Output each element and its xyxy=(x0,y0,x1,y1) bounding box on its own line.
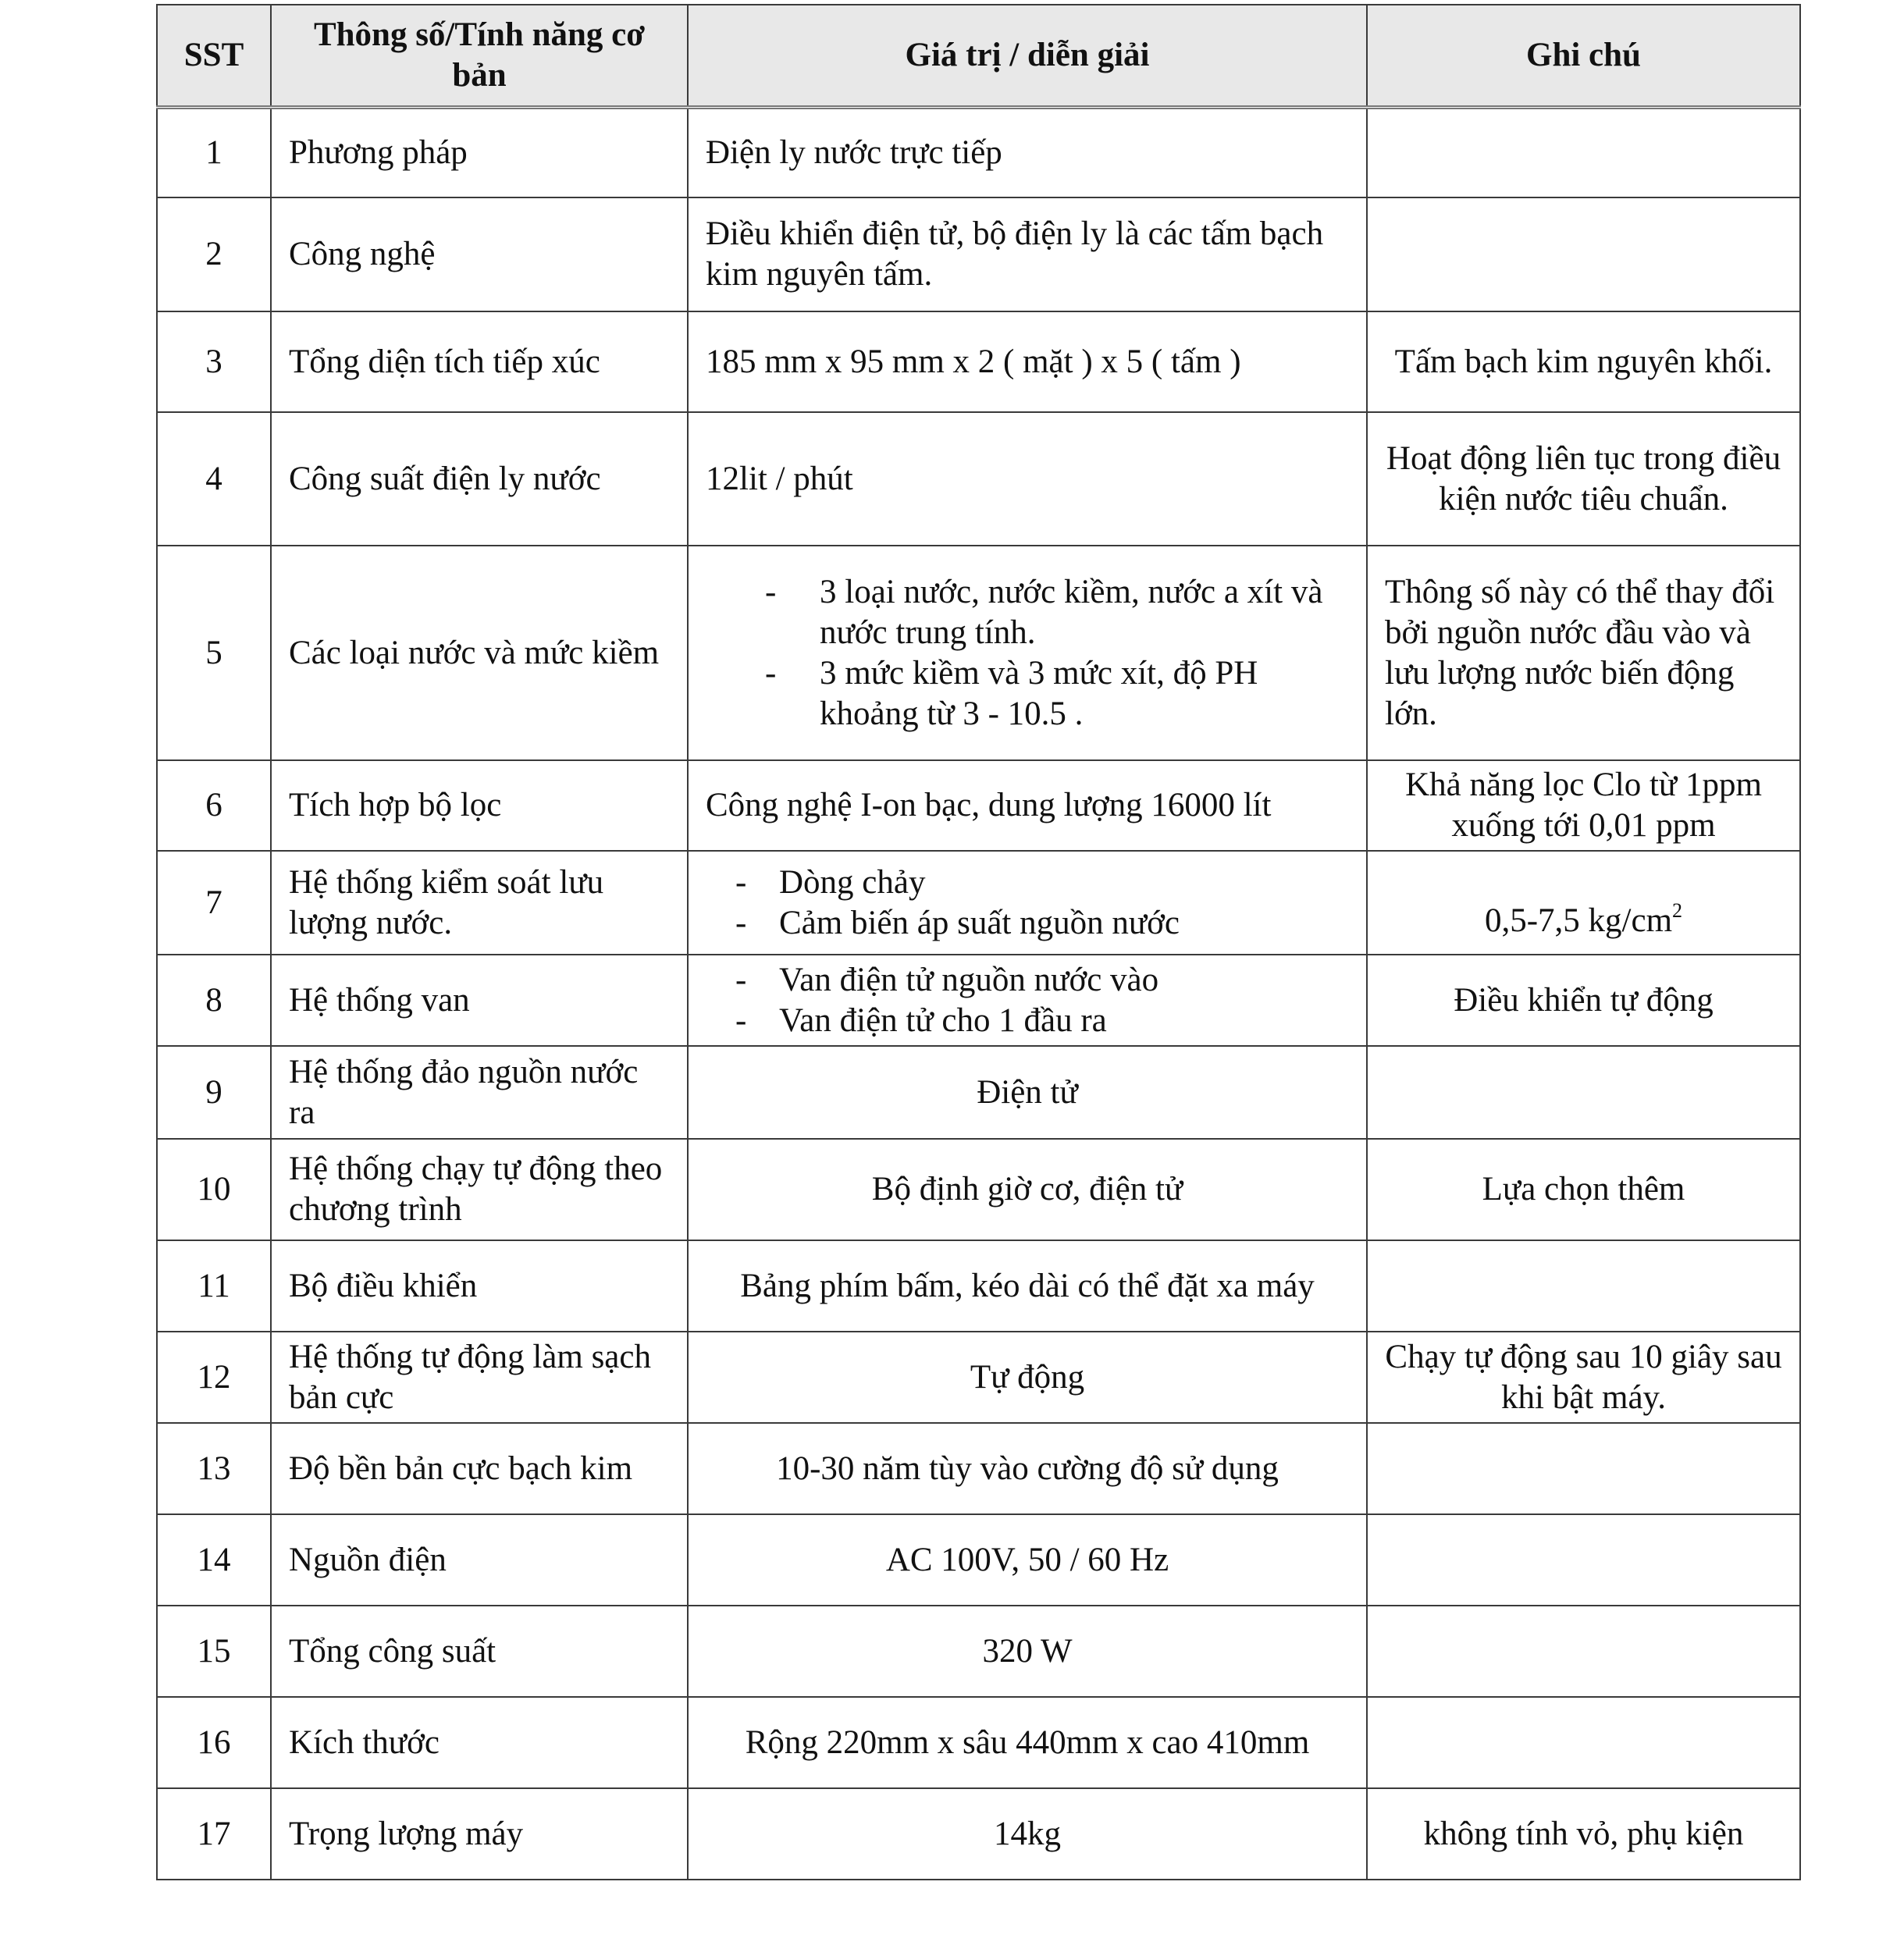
table-row xyxy=(157,1046,1800,1139)
row-value: 12lit / phút xyxy=(688,412,1367,546)
row-feature: Kích thước xyxy=(271,1697,688,1788)
row-value: Điện ly nước trực tiếp xyxy=(688,107,1367,197)
row-value xyxy=(688,546,1367,760)
table-row xyxy=(157,1332,1800,1423)
row-note: Điều khiển tự động xyxy=(1367,955,1800,1046)
row-note xyxy=(1367,107,1800,197)
row-number: 6 xyxy=(157,760,271,851)
row-feature: Hệ thống kiểm soát lưu lượng nước. xyxy=(271,851,688,955)
header-note: Ghi chú xyxy=(1367,5,1800,107)
note-text: 0,5-7,5 kg/cm xyxy=(1484,902,1673,939)
row-number: 2 xyxy=(157,197,271,311)
row-value: Điều khiển điện tử, bộ điện ly là các tấm bạch kim nguyên tấm. xyxy=(688,197,1367,311)
row-feature: Tích hợp bộ lọc xyxy=(271,760,688,851)
row-note xyxy=(1367,1606,1800,1697)
table-row xyxy=(157,311,1800,412)
table-row xyxy=(157,1139,1800,1240)
row-note: Khả năng lọc Clo từ 1ppm xuống tới 0,01 ppm xyxy=(1367,760,1800,851)
value-list xyxy=(706,572,1349,735)
row-number: 15 xyxy=(157,1606,271,1697)
row-number: 16 xyxy=(157,1697,271,1788)
row-feature: Trọng lượng máy xyxy=(271,1788,688,1880)
spec-table xyxy=(156,4,1801,1880)
row-note: Lựa chọn thêm xyxy=(1367,1139,1800,1240)
row-feature: Phương pháp xyxy=(271,107,688,197)
row-value: 320 W xyxy=(688,1606,1367,1697)
table-row xyxy=(157,851,1800,955)
row-note xyxy=(1367,1697,1800,1788)
row-value: Rộng 220mm x sâu 440mm x cao 410mm xyxy=(688,1697,1367,1788)
row-note xyxy=(1367,1423,1800,1514)
row-note xyxy=(1367,197,1800,311)
row-number: 10 xyxy=(157,1139,271,1240)
row-value: AC 100V, 50 / 60 Hz xyxy=(688,1514,1367,1606)
table-row xyxy=(157,1240,1800,1332)
row-value: 10-30 năm tùy vào cường độ sử dụng xyxy=(688,1423,1367,1514)
row-number: 1 xyxy=(157,107,271,197)
value-list xyxy=(706,960,1349,1041)
row-feature: Hệ thống tự động làm sạch bản cực xyxy=(271,1332,688,1423)
list-item: - 3 mức kiềm và 3 mức xít, độ PH khoảng từ 3 - 10.5 . xyxy=(706,653,1349,735)
row-value: 14kg xyxy=(688,1788,1367,1880)
row-value: Bảng phím bấm, kéo dài có thể đặt xa máy xyxy=(688,1240,1367,1332)
row-feature: Nguồn điện xyxy=(271,1514,688,1606)
row-number: 5 xyxy=(157,546,271,760)
row-number: 12 xyxy=(157,1332,271,1423)
table-row xyxy=(157,760,1800,851)
row-number: 3 xyxy=(157,311,271,412)
list-item: - Cảm biến áp suất nguồn nước xyxy=(706,903,1349,944)
row-number: 8 xyxy=(157,955,271,1046)
row-note xyxy=(1367,851,1800,955)
list-item: - Dòng chảy xyxy=(706,863,1349,903)
row-feature: Các loại nước và mức kiềm xyxy=(271,546,688,760)
table-row xyxy=(157,412,1800,546)
table-body xyxy=(157,107,1800,1880)
row-note: Chạy tự động sau 10 giây sau khi bật máy. xyxy=(1367,1332,1800,1423)
row-note xyxy=(1367,1514,1800,1606)
row-value: Công nghệ I-on bạc, dung lượng 16000 lít xyxy=(688,760,1367,851)
row-value xyxy=(688,955,1367,1046)
row-note: Thông số này có thể thay đổi bởi nguồn nước đầu vào và lưu lượng nước biến động lớn. xyxy=(1367,546,1800,760)
row-note: Tấm bạch kim nguyên khối. xyxy=(1367,311,1800,412)
row-value: 185 mm x 95 mm x 2 ( mặt ) x 5 ( tấm ) xyxy=(688,311,1367,412)
row-feature: Công nghệ xyxy=(271,197,688,311)
table-row xyxy=(157,546,1800,760)
list-item: - Van điện tử nguồn nước vào xyxy=(706,960,1349,1001)
row-feature: Hệ thống đảo nguồn nước ra xyxy=(271,1046,688,1139)
table-row xyxy=(157,1423,1800,1514)
row-value: Tự động xyxy=(688,1332,1367,1423)
row-feature: Tổng công suất xyxy=(271,1606,688,1697)
table-header xyxy=(157,5,1800,107)
table-row xyxy=(157,1697,1800,1788)
list-item: - 3 loại nước, nước kiềm, nước a xít và nước trung tính. xyxy=(706,572,1349,653)
row-feature: Công suất điện ly nước xyxy=(271,412,688,546)
row-feature: Bộ điều khiển xyxy=(271,1240,688,1332)
row-number: 13 xyxy=(157,1423,271,1514)
header-row xyxy=(157,5,1800,107)
row-number: 4 xyxy=(157,412,271,546)
list-item: - Van điện tử cho 1 đầu ra xyxy=(706,1001,1349,1041)
row-note: Hoạt động liên tục trong điều kiện nước tiêu chuẩn. xyxy=(1367,412,1800,546)
row-feature: Hệ thống van xyxy=(271,955,688,1046)
table-row xyxy=(157,1606,1800,1697)
row-note xyxy=(1367,1046,1800,1139)
header-feature: Thông số/Tính năng cơ bản xyxy=(271,5,688,107)
value-list xyxy=(706,863,1349,944)
table-row xyxy=(157,197,1800,311)
row-value: Điện tử xyxy=(688,1046,1367,1139)
row-feature: Độ bền bản cực bạch kim xyxy=(271,1423,688,1514)
table-row xyxy=(157,1514,1800,1606)
row-number: 14 xyxy=(157,1514,271,1606)
table-row xyxy=(157,107,1800,197)
table-row xyxy=(157,955,1800,1046)
header-sst: SST xyxy=(157,5,271,107)
row-number: 11 xyxy=(157,1240,271,1332)
row-number: 9 xyxy=(157,1046,271,1139)
row-note xyxy=(1367,1240,1800,1332)
row-number: 17 xyxy=(157,1788,271,1880)
row-value: Bộ định giờ cơ, điện tử xyxy=(688,1139,1367,1240)
row-feature: Hệ thống chạy tự động theo chương trình xyxy=(271,1139,688,1240)
row-number: 7 xyxy=(157,851,271,955)
table-row xyxy=(157,1788,1800,1880)
row-note: không tính vỏ, phụ kiện xyxy=(1367,1788,1800,1880)
row-value xyxy=(688,851,1367,955)
header-value: Giá trị / diễn giải xyxy=(688,5,1367,107)
row-feature: Tổng diện tích tiếp xúc xyxy=(271,311,688,412)
note-superscript: 2 xyxy=(1672,899,1683,922)
